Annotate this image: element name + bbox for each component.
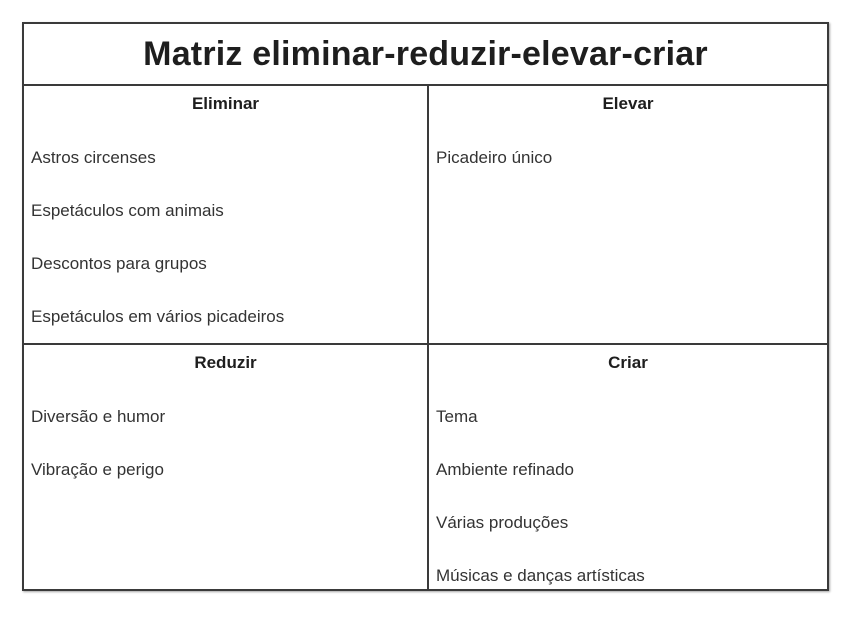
quadrant-criar xyxy=(429,345,827,589)
list-item: Músicas e danças artísticas xyxy=(436,566,645,585)
quadrant-eliminar xyxy=(24,86,427,343)
errc-matrix xyxy=(22,22,829,591)
quadrant-heading-elevar: Elevar xyxy=(602,94,654,113)
list-item: Descontos para grupos xyxy=(31,254,207,273)
list-item: Espetáculos com animais xyxy=(31,201,224,220)
list-item: Várias produções xyxy=(436,513,569,532)
quadrant-elevar xyxy=(429,86,827,343)
quadrant-heading-criar: Criar xyxy=(608,353,648,372)
list-item: Ambiente refinado xyxy=(436,460,574,479)
quadrant-reduzir xyxy=(24,345,427,589)
quadrant-heading-eliminar: Eliminar xyxy=(191,94,260,113)
list-item: Tema xyxy=(436,407,478,426)
list-item: Espetáculos em vários picadeiros xyxy=(31,307,285,326)
list-item: Diversão e humor xyxy=(31,407,166,426)
list-item: Vibração e perigo xyxy=(31,460,164,479)
matrix-title: Matriz eliminar-reduzir-elevar-criar xyxy=(143,34,708,73)
title-bar xyxy=(24,24,827,86)
item-list-elevar xyxy=(436,148,823,201)
item-list-eliminar xyxy=(31,148,423,360)
quadrant-heading-reduzir: Reduzir xyxy=(194,353,257,372)
item-list-criar xyxy=(436,407,823,619)
item-list-reduzir xyxy=(31,407,423,513)
list-item: Astros circenses xyxy=(31,148,156,167)
list-item: Picadeiro único xyxy=(436,148,553,167)
